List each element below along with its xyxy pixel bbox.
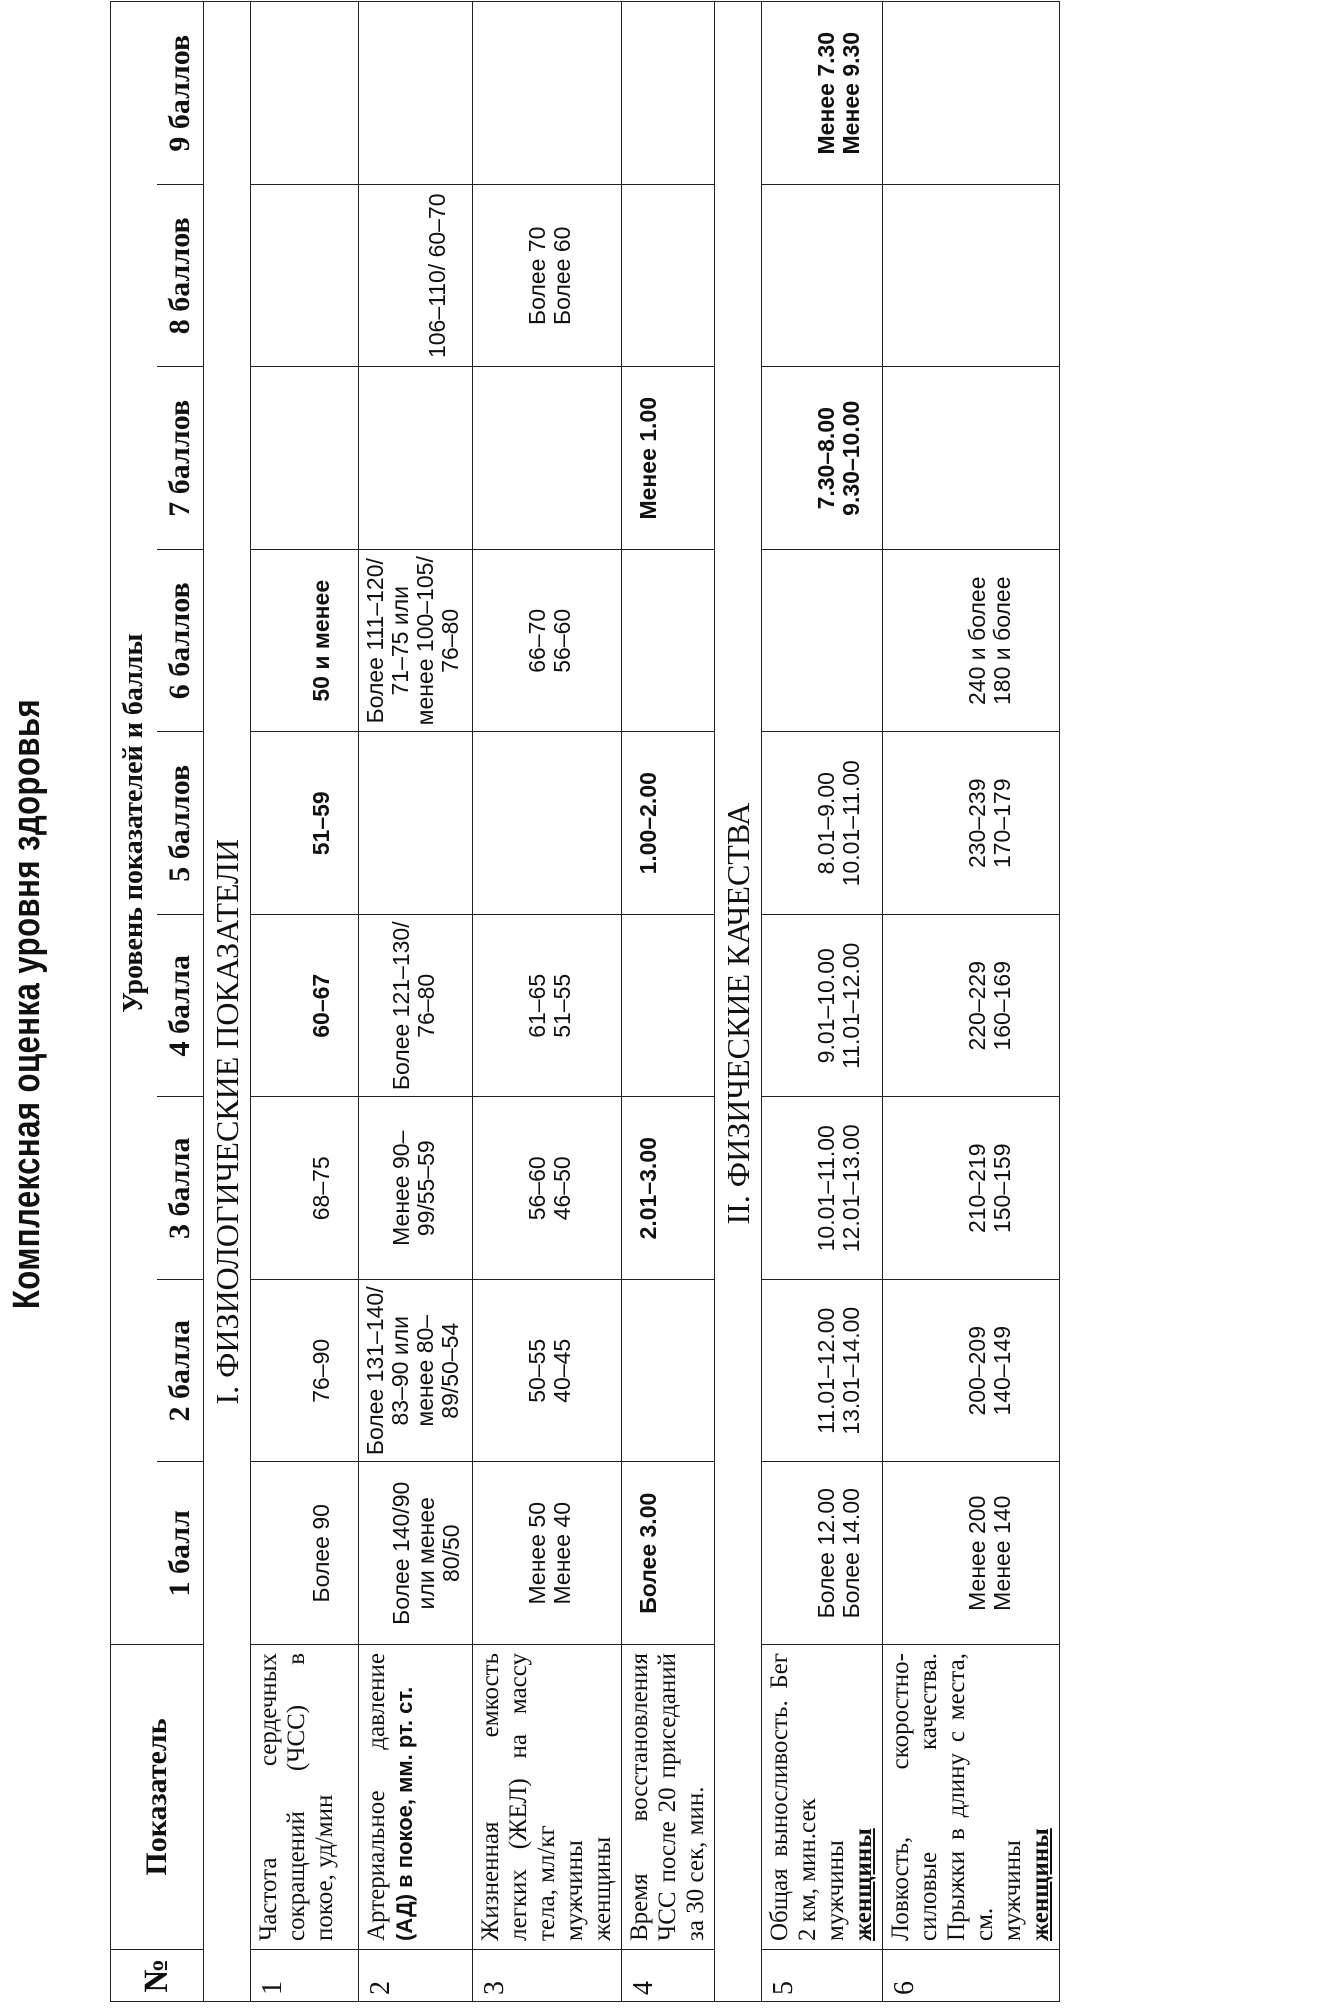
value-cell	[762, 185, 883, 368]
value-cell	[883, 2, 1060, 185]
value-men: 56–60	[524, 1156, 550, 1221]
value-women: 150–159	[989, 1143, 1015, 1234]
value-cell	[883, 915, 1060, 1098]
value-cell	[622, 2, 715, 185]
row-number: 5	[762, 1950, 883, 2002]
section-spacer	[204, 1950, 251, 2002]
value-cell	[359, 367, 473, 550]
value-women: 51–55	[549, 973, 575, 1038]
value-cell	[883, 732, 1060, 915]
header-score-2: 2 балла	[157, 1280, 204, 1463]
value-cell: Более 3.00	[622, 1462, 715, 1645]
value-cell: Менее 90–99/55–59	[359, 1097, 473, 1280]
value-cell	[883, 1097, 1060, 1280]
value-men: 50–55	[524, 1338, 550, 1403]
value-women: 9.30–10.00	[838, 400, 864, 516]
value-cell	[251, 367, 359, 550]
value-cell	[359, 732, 473, 915]
value-women: 12.01–13.00	[838, 1124, 864, 1253]
indicator-text: Артериальное давление	[363, 1653, 390, 1941]
value-men: Менее 7.30	[813, 31, 839, 155]
value-women: 13.01–14.00	[838, 1306, 864, 1435]
value-cell: 68–75	[251, 1097, 359, 1280]
value-men: Более 12.00	[813, 1488, 839, 1619]
value-men: 61–65	[524, 973, 550, 1038]
value-cell	[883, 1462, 1060, 1645]
value-men: 240 и более	[964, 576, 990, 705]
value-cell: Более 90	[251, 1462, 359, 1645]
value-cell	[473, 915, 622, 1098]
value-men: 8.01–9.00	[813, 772, 839, 875]
value-cell: 51–59	[251, 732, 359, 915]
table-row	[251, 2, 359, 2002]
value-women: Менее 140	[989, 1495, 1015, 1611]
indicator-sub-men: мужчины	[822, 1840, 849, 1941]
value-cell: Менее 1.00	[622, 367, 715, 550]
value-men: 200–209	[964, 1325, 990, 1416]
value-cell	[473, 732, 622, 915]
value-men: 7.30–8.00	[813, 407, 839, 510]
value-cell: 60–67	[251, 915, 359, 1098]
value-men: 210–219	[964, 1143, 990, 1234]
value-cell	[883, 550, 1060, 733]
value-women: 11.01–12.00	[838, 942, 864, 1069]
indicator-cell	[359, 1645, 473, 1950]
value-women: 56–60	[549, 608, 575, 673]
value-women: 140–149	[989, 1325, 1015, 1416]
value-cell: 2.01–3.00	[622, 1097, 715, 1280]
value-cell	[251, 185, 359, 368]
value-women: 160–169	[989, 960, 1015, 1051]
header-score-5: 5 баллов	[157, 732, 204, 915]
header-score-4: 4 балла	[157, 915, 204, 1098]
value-women: Более 14.00	[838, 1488, 864, 1619]
value-cell	[473, 1462, 622, 1645]
value-cell	[762, 550, 883, 733]
value-women: Менее 40	[549, 1502, 575, 1605]
table-row	[622, 2, 715, 2002]
value-cell: 1.00–2.00	[622, 732, 715, 915]
table-row	[359, 2, 473, 2002]
section-row-physiological	[204, 2, 251, 2002]
value-women: 180 и более	[989, 576, 1015, 705]
header-score-9: 9 баллов	[157, 2, 204, 185]
indicator-sub-women: женщины	[589, 1836, 616, 1941]
section-spacer	[204, 1645, 251, 1950]
indicator-cell: Время восстановления ЧСС после 20 приседаний за 30 сек, мин.	[622, 1645, 715, 1950]
value-cell: Более 121–130/ 76–80	[359, 915, 473, 1098]
value-men: 11.01–12.00	[813, 1307, 839, 1434]
section-row-physical	[715, 2, 762, 2002]
value-cell: Более 140/90 или менее 80/50	[359, 1462, 473, 1645]
value-cell	[762, 1097, 883, 1280]
indicator-sub-women: женщины	[850, 1828, 877, 1941]
value-cell	[473, 185, 622, 368]
indicator-sub-women: женщины	[1027, 1828, 1054, 1941]
value-cell	[622, 550, 715, 733]
row-number: 3	[473, 1950, 622, 2002]
row-number: 2	[359, 1950, 473, 2002]
indicator-cell	[473, 1645, 622, 1950]
value-women: 10.01–11.00	[838, 760, 864, 887]
row-number: 1	[251, 1950, 359, 2002]
value-cell	[762, 367, 883, 550]
value-cell	[883, 367, 1060, 550]
value-cell	[473, 2, 622, 185]
value-women: Более 60	[549, 226, 575, 325]
row-number: 6	[883, 1950, 1060, 2002]
table-row	[473, 2, 622, 2002]
value-men: Менее 50	[524, 1502, 550, 1605]
indicator-text: Жизненная емкость легких (ЖЕЛ) на массу тела, мл/кг	[477, 1653, 560, 1941]
header-number: №	[111, 1950, 204, 2002]
indicator-text: Ловкость, скоростно-силовые качества. Прыжки в длину с места, см.	[887, 1653, 998, 1941]
value-women: 170–179	[989, 778, 1015, 869]
value-cell: Более 111–120/ 71–75 или менее 100–105/ 76–80	[359, 550, 473, 733]
indicator-text: Общая выносливость. Бег 2 км, мин.сек	[766, 1653, 821, 1941]
value-men: 66–70	[524, 608, 550, 673]
indicator-cell	[762, 1645, 883, 1950]
value-cell	[622, 915, 715, 1098]
table-row	[762, 2, 883, 2002]
value-cell: 106–110/ 60–70	[359, 185, 473, 368]
indicator-cell	[883, 1645, 1060, 1950]
indicator-cell: Частота сердечных сокращений (ЧСС) в покое, уд/мин	[251, 1645, 359, 1950]
value-cell	[883, 185, 1060, 368]
value-cell: 76–90	[251, 1280, 359, 1463]
value-cell	[883, 1280, 1060, 1463]
value-cell: Более 131–140/ 83–90 или менее 80–89/50–54	[359, 1280, 473, 1463]
value-cell	[473, 367, 622, 550]
value-men: Менее 200	[964, 1495, 990, 1611]
header-indicator: Показатель	[111, 1645, 204, 1950]
section-spacer	[715, 1645, 762, 1950]
value-cell: 50 и менее	[251, 550, 359, 733]
header-levels: Уровень показателей и баллы	[111, 2, 158, 1645]
value-men: 10.01–11.00	[813, 1125, 839, 1252]
header-score-7: 7 баллов	[157, 367, 204, 550]
value-cell	[762, 732, 883, 915]
value-women: 46–50	[549, 1156, 575, 1221]
value-cell	[762, 2, 883, 185]
header-score-8: 8 баллов	[157, 185, 204, 368]
value-women: 40–45	[549, 1338, 575, 1403]
value-cell	[762, 1280, 883, 1463]
indicator-sub-men: мужчины	[999, 1840, 1026, 1941]
table-row	[883, 2, 1060, 2002]
value-cell	[251, 2, 359, 185]
page-title: Комплексная оценка уровня здоровья	[6, 698, 48, 1310]
value-cell	[473, 550, 622, 733]
value-cell	[473, 1280, 622, 1463]
section-title-physiological: I. ФИЗИОЛОГИЧЕСКИЕ ПОКАЗАТЕЛИ	[204, 2, 251, 1645]
health-assessment-table	[110, 1, 1060, 2002]
indicator-sub-men: мужчины	[561, 1840, 588, 1941]
value-cell	[622, 185, 715, 368]
value-men: 220–229	[964, 960, 990, 1051]
value-men: 230–239	[964, 778, 990, 869]
value-cell	[762, 1462, 883, 1645]
indicator-text-bold: (АД) в покое, мм. рт. ст.	[392, 1686, 417, 1941]
value-women: Менее 9.30	[838, 31, 864, 155]
header-score-6: 6 баллов	[157, 550, 204, 733]
header-score-1: 1 балл	[157, 1462, 204, 1645]
row-number: 4	[622, 1950, 715, 2002]
value-men: 9.01–10.00	[813, 948, 839, 1064]
value-cell	[359, 2, 473, 185]
value-men: Более 70	[524, 226, 550, 325]
value-cell	[762, 915, 883, 1098]
value-cell	[473, 1097, 622, 1280]
section-title-physical: II. ФИЗИЧЕСКИЕ КАЧЕСТВА	[715, 2, 762, 1645]
value-cell	[622, 1280, 715, 1463]
header-score-3: 3 балла	[157, 1097, 204, 1280]
section-spacer	[715, 1950, 762, 2002]
